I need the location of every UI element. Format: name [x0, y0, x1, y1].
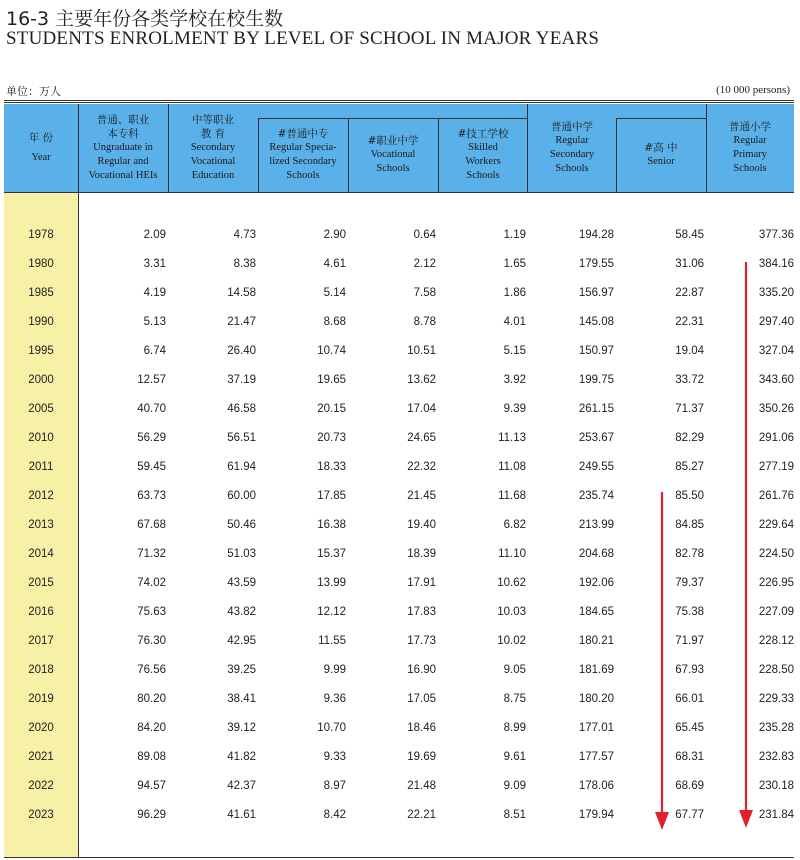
cell-year: 2019: [28, 693, 54, 705]
cell-higher: 3.31: [143, 258, 166, 270]
cell-secvoc: 56.51: [227, 432, 256, 444]
cell-skilled: 9.61: [503, 751, 526, 763]
header-primary-en1: Regular: [733, 135, 767, 146]
cell-regspec: 8.42: [323, 809, 346, 821]
cell-regsec: 184.65: [578, 606, 614, 618]
table-title-cn: 16-3 主要年份各类学校在校生数: [6, 8, 284, 30]
cell-regspec: 4.61: [323, 258, 346, 270]
header-secvoc-cn1: 中等职业: [192, 114, 234, 126]
table-row: [4, 656, 794, 685]
header-senior: [616, 118, 706, 192]
cell-secvoc: 43.82: [227, 606, 256, 618]
cell-regsec: 204.68: [578, 548, 614, 560]
cell-senior: 67.77: [675, 809, 704, 821]
cell-secvoc: 37.19: [227, 374, 256, 386]
cell-vocmid: 17.83: [407, 606, 436, 618]
cell-regspec: 8.68: [323, 316, 346, 328]
cell-secvoc: 4.73: [233, 229, 256, 241]
header-divider: [258, 118, 259, 192]
cell-senior: 33.72: [675, 374, 704, 386]
cell-regspec: 5.14: [323, 287, 346, 299]
cell-year: 2014: [28, 548, 54, 560]
cell-vocmid: 24.65: [407, 432, 436, 444]
cell-vocmid: 21.48: [407, 780, 436, 792]
cell-senior: 68.69: [675, 780, 704, 792]
cell-vocmid: 17.05: [407, 693, 436, 705]
cell-regsec: 179.94: [578, 809, 614, 821]
cell-regsec: 253.67: [578, 432, 614, 444]
cell-skilled: 9.09: [503, 780, 526, 792]
cell-regspec: 20.15: [317, 403, 346, 415]
cell-regspec: 2.90: [323, 229, 346, 241]
cell-regspec: 12.12: [317, 606, 346, 618]
cell-senior: 82.78: [675, 548, 704, 560]
cell-regspec: 17.85: [317, 490, 346, 502]
cell-regspec: 20.73: [317, 432, 346, 444]
cell-year: 2011: [28, 461, 54, 473]
cell-primary: 327.04: [758, 345, 794, 357]
cell-senior: 66.01: [675, 693, 704, 705]
cell-regspec: 8.97: [323, 780, 346, 792]
cell-vocmid: 21.45: [407, 490, 436, 502]
header-vocmid-en2: Schools: [376, 163, 410, 174]
bottom-rule: [4, 857, 794, 858]
cell-senior: 71.97: [675, 635, 704, 647]
cell-secvoc: 8.38: [233, 258, 256, 270]
cell-higher: 94.57: [137, 780, 166, 792]
table-row: [4, 395, 794, 424]
table-row: [4, 250, 794, 279]
table-row: [4, 714, 794, 743]
header-higher-cn2: 本专科: [107, 128, 139, 140]
table-row: [4, 627, 794, 656]
cell-regspec: 19.65: [317, 374, 346, 386]
cell-skilled: 11.13: [498, 432, 526, 444]
cell-regsec: 150.97: [578, 345, 614, 357]
cell-skilled: 11.08: [498, 461, 526, 473]
cell-secvoc: 26.40: [227, 345, 256, 357]
cell-primary: 227.09: [758, 606, 794, 618]
header-regsec: [528, 104, 616, 192]
cell-senior: 75.38: [675, 606, 704, 618]
cell-senior: 22.31: [675, 316, 704, 328]
cell-vocmid: 22.32: [407, 461, 436, 473]
cell-vocmid: 17.73: [407, 635, 436, 647]
cell-secvoc: 14.58: [227, 287, 256, 299]
cell-vocmid: 19.69: [407, 751, 436, 763]
cell-higher: 40.70: [137, 403, 166, 415]
header-higher-en1: Ungraduate in: [93, 142, 153, 153]
cell-year: 2021: [28, 751, 54, 763]
cell-regsec: 180.21: [578, 635, 614, 647]
top-rule: [4, 100, 794, 101]
cell-regsec: 194.28: [578, 229, 614, 241]
cell-skilled: 3.92: [503, 374, 526, 386]
cell-primary: 231.84: [758, 809, 794, 821]
cell-senior: 22.87: [675, 287, 704, 299]
table-row: [4, 453, 794, 482]
cell-regsec: 235.74: [578, 490, 614, 502]
cell-primary: 343.60: [758, 374, 794, 386]
cell-skilled: 8.51: [503, 809, 526, 821]
cell-vocmid: 8.78: [413, 316, 436, 328]
header-regspec-en2: lized Secondary: [269, 156, 337, 167]
cell-secvoc: 38.41: [227, 693, 256, 705]
cell-primary: 350.26: [758, 403, 794, 415]
cell-skilled: 11.10: [498, 548, 526, 560]
cell-year: 2010: [28, 432, 54, 444]
cell-skilled: 9.05: [503, 664, 526, 676]
cell-higher: 56.29: [137, 432, 166, 444]
cell-higher: 75.63: [137, 606, 166, 618]
cell-year: 1978: [28, 229, 54, 241]
cell-regsec: 145.08: [578, 316, 614, 328]
cell-senior: 82.29: [675, 432, 704, 444]
header-higher: [78, 104, 168, 192]
table-row: [4, 337, 794, 366]
cell-regspec: 11.55: [318, 635, 346, 647]
cell-senior: 84.85: [675, 519, 704, 531]
cell-regspec: 9.36: [323, 693, 346, 705]
cell-secvoc: 50.46: [227, 519, 256, 531]
cell-regsec: 261.15: [578, 403, 614, 415]
cell-regspec: 16.38: [317, 519, 346, 531]
table-row: [4, 279, 794, 308]
header-regsec-en3: Schools: [555, 163, 589, 174]
cell-year: 2015: [28, 577, 54, 589]
cell-regsec: 156.97: [578, 287, 614, 299]
cell-higher: 12.57: [137, 374, 166, 386]
header-primary-cn: 普通小学: [729, 121, 771, 133]
header-primary-en2: Primary: [733, 149, 767, 160]
cell-regsec: 180.20: [578, 693, 614, 705]
cell-vocmid: 17.91: [407, 577, 436, 589]
header-higher-cn1: 普通、职业: [96, 114, 150, 126]
header-year: [4, 104, 78, 192]
header-year-cn: 年 份: [28, 132, 54, 144]
header-vocmid-cn: #职业中学: [367, 135, 419, 147]
table-row: [4, 801, 794, 830]
header-senior-en: Senior: [647, 156, 675, 167]
header-skilled: [438, 118, 528, 192]
cell-regspec: 10.70: [317, 722, 346, 734]
table-row: [4, 511, 794, 540]
table-row: [4, 685, 794, 714]
table-row: [4, 424, 794, 453]
cell-senior: 68.31: [675, 751, 704, 763]
cell-primary: 235.28: [758, 722, 794, 734]
cell-primary: 228.12: [758, 635, 794, 647]
cell-year: 1980: [28, 258, 54, 270]
cell-skilled: 5.15: [503, 345, 526, 357]
cell-higher: 4.19: [143, 287, 166, 299]
cell-higher: 63.73: [137, 490, 166, 502]
table-row: [4, 598, 794, 627]
cell-primary: 226.95: [758, 577, 794, 589]
cell-senior: 58.45: [675, 229, 704, 241]
cell-skilled: 8.75: [503, 693, 526, 705]
header-regsec-cn: 普通中学: [551, 121, 593, 133]
cell-secvoc: 21.47: [227, 316, 256, 328]
header-higher-en3: Vocational HEIs: [88, 170, 158, 181]
cell-skilled: 6.82: [503, 519, 526, 531]
cell-secvoc: 42.95: [227, 635, 256, 647]
cell-year: 1995: [28, 345, 54, 357]
cell-regsec: 177.57: [578, 751, 614, 763]
cell-primary: 297.40: [758, 316, 794, 328]
cell-regsec: 192.06: [578, 577, 614, 589]
cell-year: 2012: [28, 490, 54, 502]
header-divider: [168, 104, 169, 192]
header-skilled-en2: Workers: [465, 156, 501, 167]
cell-senior: 67.93: [675, 664, 704, 676]
cell-higher: 76.30: [137, 635, 166, 647]
cell-secvoc: 60.00: [227, 490, 256, 502]
table-row: [4, 482, 794, 511]
cell-skilled: 1.19: [503, 229, 526, 241]
header-secvoc-cn2: 教 育: [200, 128, 226, 140]
table-row: [4, 221, 794, 250]
cell-primary: 232.83: [758, 751, 794, 763]
cell-higher: 59.45: [137, 461, 166, 473]
cell-regspec: 18.33: [317, 461, 346, 473]
cell-senior: 85.50: [675, 490, 704, 502]
cell-regsec: 199.75: [578, 374, 614, 386]
header-bottom-rule: [4, 192, 794, 193]
table-row: [4, 743, 794, 772]
cell-regsec: 177.01: [578, 722, 614, 734]
header-primary-en3: Schools: [733, 163, 767, 174]
cell-higher: 84.20: [137, 722, 166, 734]
cell-year: 2005: [28, 403, 54, 415]
cell-vocmid: 2.12: [413, 258, 436, 270]
cell-senior: 19.04: [675, 345, 704, 357]
cell-year: 2022: [28, 780, 54, 792]
cell-skilled: 4.01: [503, 316, 526, 328]
header-divider: [616, 118, 617, 192]
table-row: [4, 308, 794, 337]
cell-senior: 79.37: [675, 577, 704, 589]
cell-secvoc: 43.59: [227, 577, 256, 589]
cell-primary: 224.50: [758, 548, 794, 560]
header-regspec-en1: Regular Specia-: [269, 142, 337, 153]
cell-vocmid: 19.40: [407, 519, 436, 531]
cell-vocmid: 10.51: [407, 345, 436, 357]
cell-regspec: 9.99: [323, 664, 346, 676]
cell-year: 2016: [28, 606, 54, 618]
header-regspec-cn: #普通中专: [277, 128, 329, 140]
cell-skilled: 9.39: [503, 403, 526, 415]
cell-year: 2017: [28, 635, 54, 647]
header-vocmid: [348, 118, 438, 192]
cell-year: 2000: [28, 374, 54, 386]
cell-vocmid: 22.21: [407, 809, 436, 821]
cell-skilled: 11.68: [498, 490, 526, 502]
header-primary: [706, 104, 794, 192]
cell-secvoc: 42.37: [227, 780, 256, 792]
cell-year: 1990: [28, 316, 54, 328]
unit-label-en: (10 000 persons): [716, 84, 790, 96]
cell-primary: 335.20: [758, 287, 794, 299]
cell-year: 1985: [28, 287, 54, 299]
cell-vocmid: 0.64: [413, 229, 436, 241]
cell-secvoc: 39.25: [227, 664, 256, 676]
header-year-en: Year: [31, 152, 51, 163]
cell-higher: 5.13: [143, 316, 166, 328]
cell-secvoc: 41.82: [227, 751, 256, 763]
cell-regsec: 181.69: [578, 664, 614, 676]
header-regsec-en2: Secondary: [549, 149, 595, 160]
header-subdivider: [258, 118, 528, 119]
cell-primary: 261.76: [758, 490, 794, 502]
cell-year: 2018: [28, 664, 54, 676]
cell-primary: 291.06: [758, 432, 794, 444]
cell-regsec: 213.99: [578, 519, 614, 531]
header-divider: [438, 118, 439, 192]
cell-senior: 85.27: [675, 461, 704, 473]
cell-skilled: 10.02: [497, 635, 526, 647]
header-regsec-en1: Regular: [555, 135, 589, 146]
header-secvoc: [168, 104, 258, 192]
table-title-en: STUDENTS ENROLMENT BY LEVEL OF SCHOOL IN MAJOR YEARS: [6, 28, 600, 49]
cell-regspec: 15.37: [317, 548, 346, 560]
header-secvoc-en3: Education: [191, 170, 235, 181]
header-divider: [78, 104, 79, 192]
cell-secvoc: 46.58: [227, 403, 256, 415]
table-row: [4, 772, 794, 801]
cell-regsec: 249.55: [578, 461, 614, 473]
table-row: [4, 569, 794, 598]
cell-year: 2013: [28, 519, 54, 531]
cell-vocmid: 17.04: [407, 403, 436, 415]
cell-senior: 31.06: [675, 258, 704, 270]
header-secvoc-en2: Vocational: [190, 156, 236, 167]
cell-year: 2020: [28, 722, 54, 734]
cell-skilled: 1.86: [503, 287, 526, 299]
cell-senior: 65.45: [675, 722, 704, 734]
cell-regspec: 10.74: [317, 345, 346, 357]
header-higher-en2: Regular and: [97, 156, 149, 167]
cell-secvoc: 61.94: [227, 461, 256, 473]
cell-higher: 96.29: [137, 809, 166, 821]
header-secvoc-en1: Secondary: [190, 142, 236, 153]
cell-higher: 74.02: [137, 577, 166, 589]
cell-skilled: 10.03: [497, 606, 526, 618]
header-regspec: [258, 118, 348, 192]
header-divider: [348, 118, 349, 192]
cell-year: 2023: [28, 809, 54, 821]
header-senior-cn: #高 中: [644, 142, 678, 154]
cell-higher: 71.32: [137, 548, 166, 560]
table-row: [4, 540, 794, 569]
cell-regsec: 178.06: [578, 780, 614, 792]
cell-secvoc: 39.12: [227, 722, 256, 734]
cell-primary: 377.36: [758, 229, 794, 241]
cell-vocmid: 18.39: [407, 548, 436, 560]
top-rule-double: [4, 102, 794, 103]
header-skilled-en1: Skilled: [468, 142, 498, 153]
cell-vocmid: 18.46: [407, 722, 436, 734]
cell-skilled: 10.62: [497, 577, 526, 589]
cell-higher: 67.68: [137, 519, 166, 531]
cell-primary: 230.18: [758, 780, 794, 792]
cell-higher: 6.74: [143, 345, 166, 357]
cell-primary: 229.64: [758, 519, 794, 531]
cell-primary: 384.16: [758, 258, 794, 270]
header-subdivider: [616, 118, 706, 119]
table-row: [4, 366, 794, 395]
header-vocmid-en1: Vocational: [370, 149, 416, 160]
header-divider: [706, 104, 707, 192]
cell-regspec: 9.33: [323, 751, 346, 763]
cell-skilled: 8.99: [503, 722, 526, 734]
cell-secvoc: 51.03: [227, 548, 256, 560]
cell-primary: 229.33: [758, 693, 794, 705]
cell-regsec: 179.55: [578, 258, 614, 270]
cell-vocmid: 13.62: [407, 374, 436, 386]
cell-vocmid: 7.58: [413, 287, 436, 299]
cell-higher: 2.09: [143, 229, 166, 241]
cell-higher: 76.56: [137, 664, 166, 676]
cell-senior: 71.37: [675, 403, 704, 415]
cell-higher: 89.08: [137, 751, 166, 763]
header-skilled-en3: Schools: [466, 170, 500, 181]
header-regspec-en3: Schools: [286, 170, 320, 181]
cell-primary: 277.19: [758, 461, 794, 473]
cell-vocmid: 16.90: [407, 664, 436, 676]
cell-primary: 228.50: [758, 664, 794, 676]
cell-secvoc: 41.61: [227, 809, 256, 821]
cell-skilled: 1.65: [503, 258, 526, 270]
cell-higher: 80.20: [137, 693, 166, 705]
header-skilled-cn: #技工学校: [457, 128, 509, 140]
unit-label-cn: 单位：万人: [6, 85, 61, 98]
cell-regspec: 13.99: [317, 577, 346, 589]
